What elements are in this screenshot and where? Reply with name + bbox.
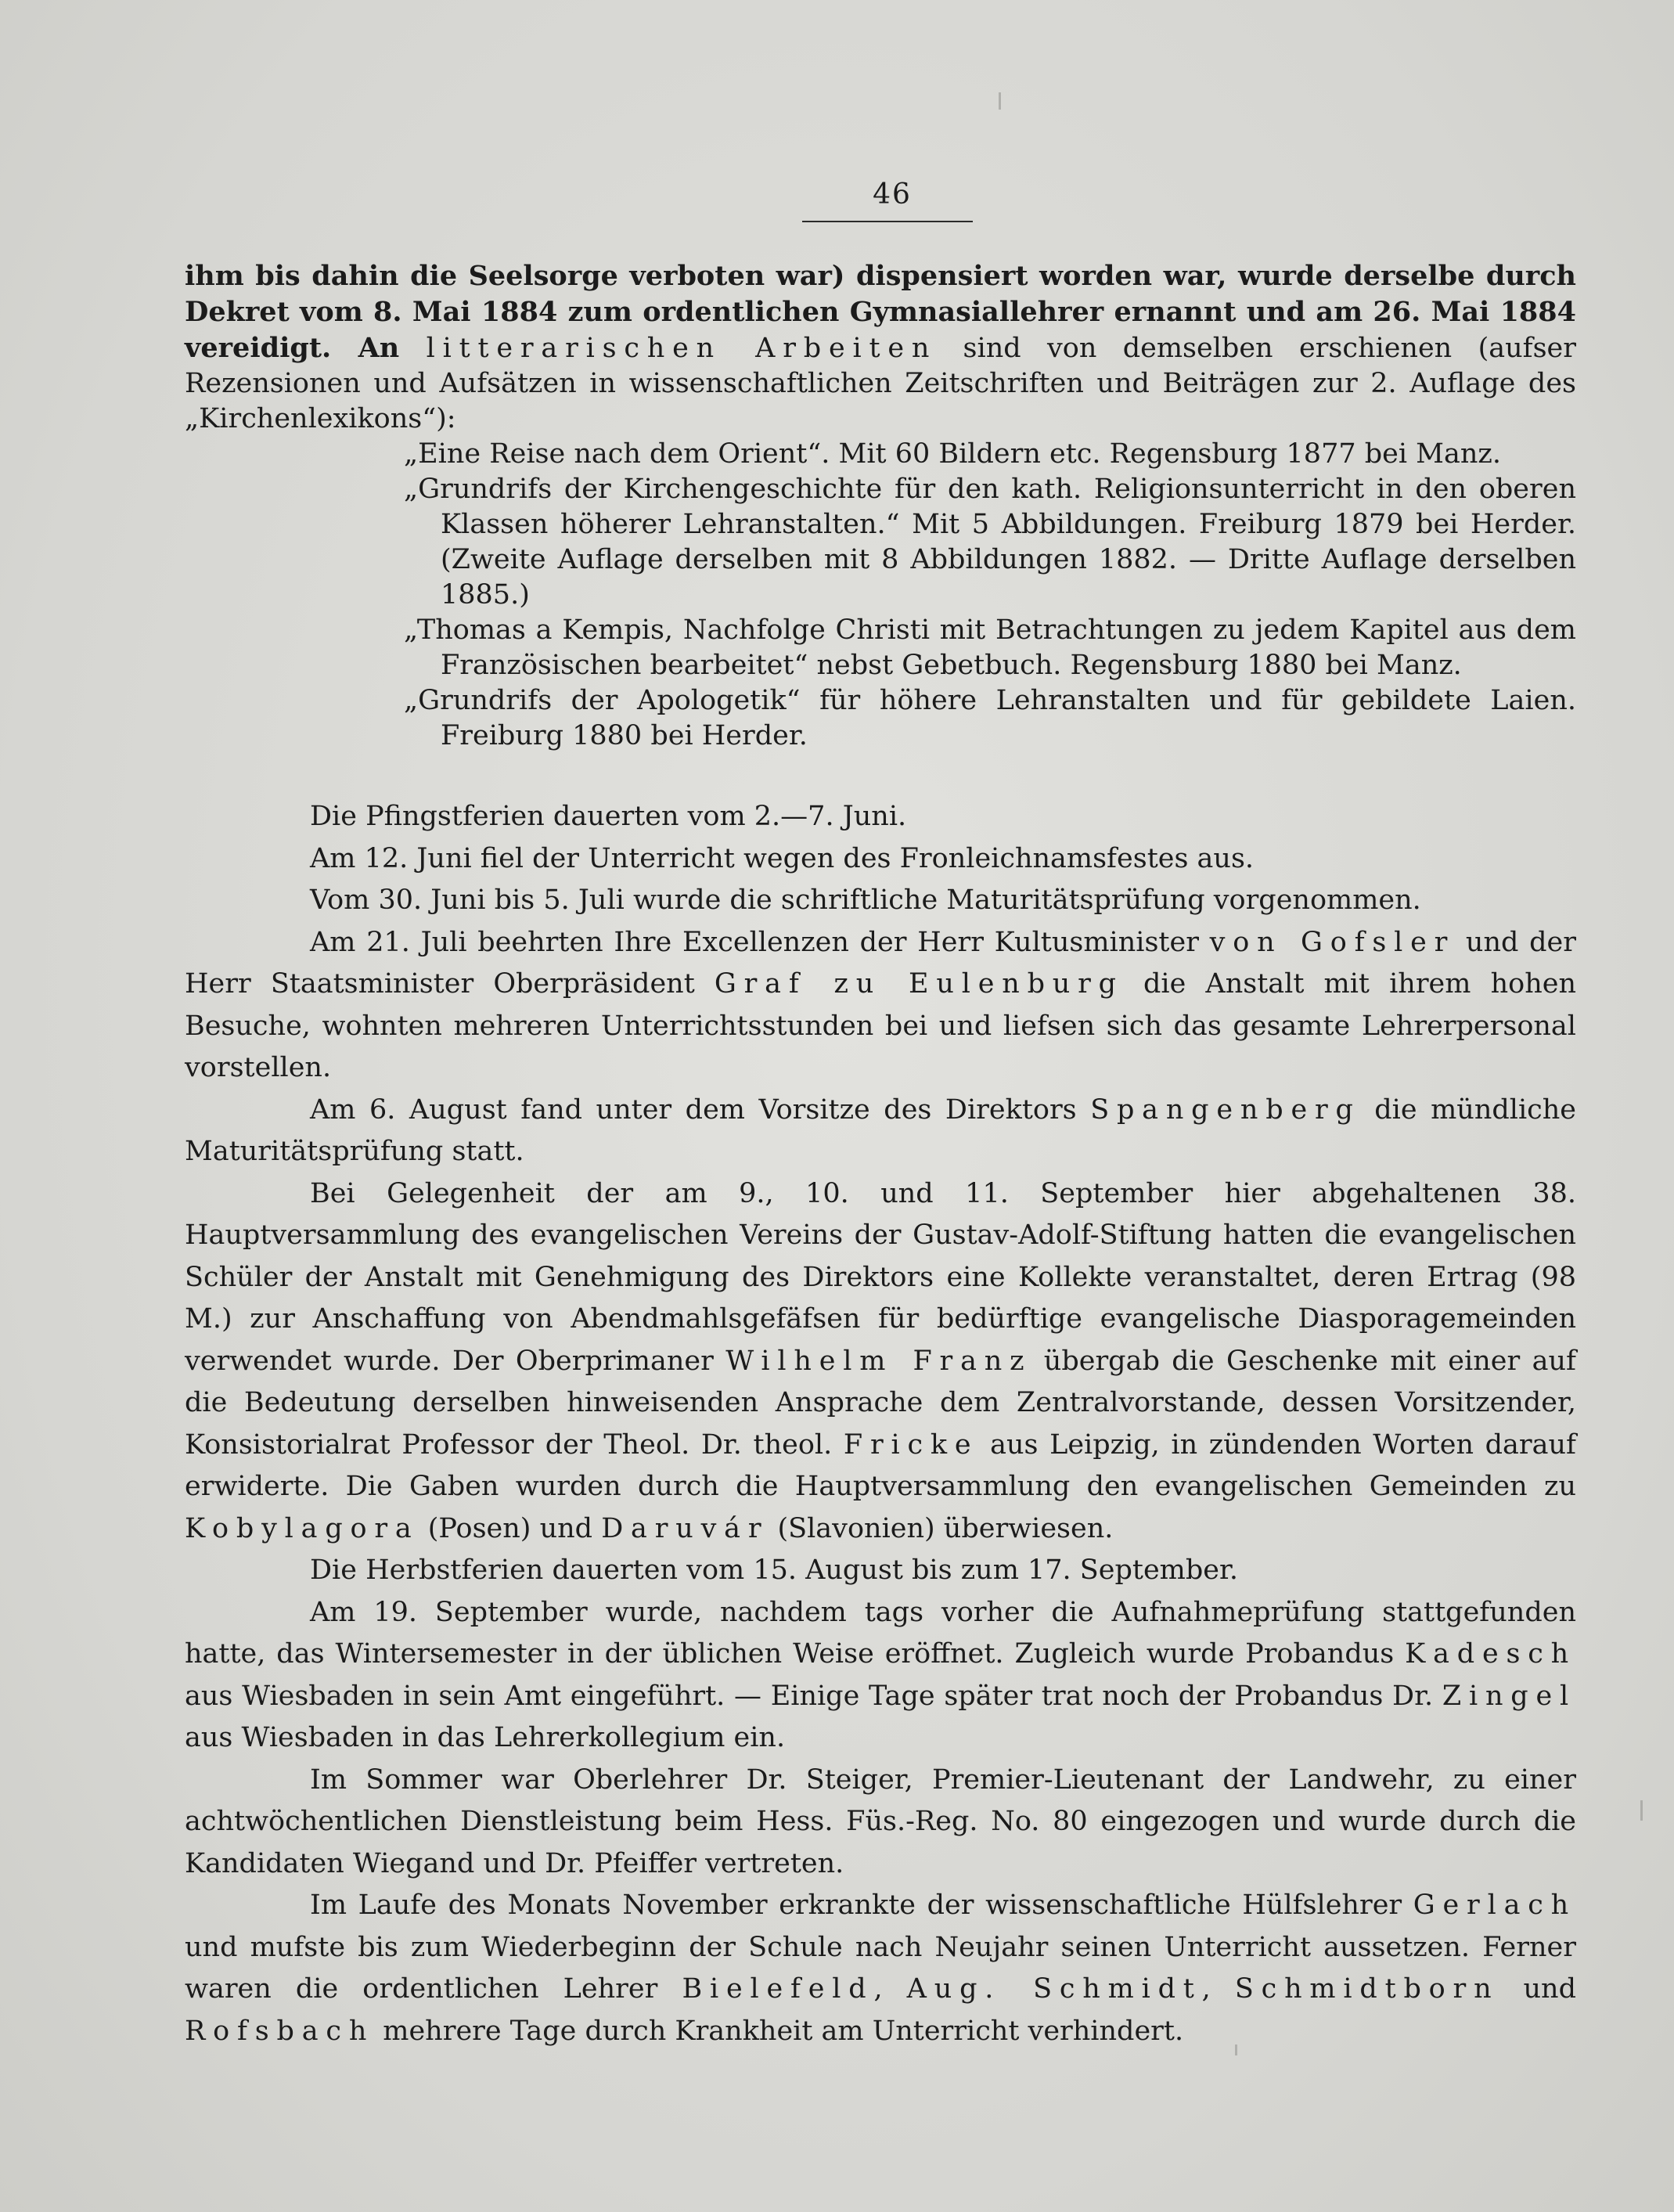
text-run: Am 6. August fand unter dem Vorsitze des Direktors — [310, 1093, 1091, 1126]
chronicle-paragraph — [185, 880, 1576, 922]
text-run: übergab die Geschenke mit einer auf die Bedeutung derselben hinweisenden Ansprache dem Zentralvorstande, dessen Vorsitzender, Konsistorialrat Professor der Theol. Dr. theol. — [185, 1345, 1576, 1461]
intro-paragraph — [185, 258, 1576, 437]
text-run: Die Herbstferien dauerten vom 15. August bis zum 17. September. — [310, 1555, 1238, 1586]
bold-text: ihm bis dahin die Seelsorge verboten war) dispensiert worden war, wurde derselbe durch Dekret vom 8. Mai 1884 zum ordentlichen Gymnasiallehrer ernannt und am 26. Mai 1884 vereidigt. An — [185, 260, 1576, 364]
chronicle-paragraph — [185, 922, 1576, 1090]
spaced-name: Gerlach — [1413, 1890, 1576, 1921]
chronicle-paragraph — [185, 1090, 1576, 1173]
text-run: aus Wiesbaden in sein Amt eingeführt. — Einige Tage später trat noch der Probandus Dr. — [185, 1680, 1442, 1712]
spaced-name: Kadesch — [1405, 1638, 1576, 1670]
text-run: die Anstalt mit ihrem hohen Besuche, wohnten mehreren Unterrichtsstunden bei und liefsen sich das gesamte Lehrerpersonal vorstellen. — [185, 968, 1576, 1083]
spaced-name: Fricke — [843, 1428, 979, 1461]
chronicle-paragraph — [185, 796, 1576, 838]
document-body — [185, 258, 1576, 2052]
spaced-name: Wilhelm Franz — [725, 1345, 1032, 1377]
text-run: (Posen) und — [419, 1512, 602, 1544]
text-run: mehrere Tage durch Krankheit am Unterricht verhindert. — [374, 2015, 1184, 2047]
text-run: , — [1201, 1973, 1235, 2005]
section-gap — [185, 754, 1576, 796]
text-run: (Slavonien) überwiesen. — [769, 1512, 1114, 1544]
chronicle-paragraph — [185, 838, 1576, 881]
publication-list — [185, 437, 1576, 754]
text-run: , — [873, 1973, 907, 2005]
chronicle-section — [185, 796, 1576, 2052]
chronicle-paragraph — [185, 1173, 1576, 1551]
page-number: 46 — [873, 178, 912, 211]
text-run: Im Laufe des Monats November erkrankte der wissenschaftliche Hülfslehrer — [310, 1890, 1413, 1921]
chronicle-paragraph — [185, 1885, 1576, 2052]
scan-mark — [1640, 1800, 1643, 1821]
spaced-name: Kobylagora — [185, 1512, 419, 1544]
spaced-name: Schmidtborn — [1234, 1973, 1499, 2005]
text-run: aus Leipzig, in zündenden Worten darauf erwiderte. Die Gaben wurden durch die Hauptversammlung den evangelischen Gemeinden zu — [185, 1428, 1576, 1502]
spaced-name: Rofsbach — [185, 2015, 375, 2047]
page-number-rule — [802, 221, 973, 222]
text-run: sind von demselben erschienen (aufser Rezensionen und Aufsätzen in wissenschaftlichen Zeitschriften und Beiträgen zur 2. Auflage des „Kirchenlexikons“): — [185, 333, 1576, 434]
spaced-name: Spangenberg — [1090, 1093, 1361, 1126]
publication-item: „Grundrifs der Kirchengeschichte für den kath. Religionsunterricht in den oberen Klassen höherer Lehranstalten.“ Mit 5 Abbildungen. Freiburg 1879 bei Herder. (Zweite Auflage derselben mit 8 Abbildungen 1882. — Dritte Auflage derselben 1885.) — [404, 474, 1576, 611]
chronicle-paragraph — [185, 1592, 1576, 1760]
chronicle-paragraph — [185, 1550, 1576, 1592]
spaced-name: Daruvár — [601, 1512, 769, 1544]
text-run: Am 19. September wurde, nachdem tags vorher die Aufnahmeprüfung stattgefunden hatte, das Wintersemester in der üblichen Weise eröffnet. Zugleich wurde Probandus — [185, 1596, 1576, 1670]
publication-item: „Eine Reise nach dem Orient“. Mit 60 Bildern etc. Regensburg 1877 bei Manz. — [404, 438, 1501, 470]
spaced-name: Bielefeld — [682, 1973, 874, 2005]
scan-mark — [1235, 2044, 1237, 2055]
spaced-name: von Gofsler — [1209, 926, 1456, 958]
spaced-name: litterarischen Arbeiten — [426, 333, 938, 364]
text-run: die mündliche Maturitätsprüfung statt. — [185, 1093, 1577, 1167]
text-run: Bei Gelegenheit der am 9., 10. und 11. September hier abgehaltenen 38. Hauptversammlung des evangelischen Vereins der Gustav-Adolf-Stiftung hatten die evangelischen Schüler der Anstalt mit Genehmigung des Direktors eine Kollekte veranstaltet, deren Ertrag (98 M.) zur Anschaffung von Abendmahlsgefäfsen für bedürftige evangelische Diasporagemeinden verwendet wurde. Der Oberprimaner — [185, 1177, 1576, 1377]
spaced-name: Zingel — [1442, 1680, 1576, 1712]
text-run: Vom 30. Juni bis 5. Juli wurde die schriftliche Maturitätsprüfung vorgenommen. — [310, 884, 1421, 916]
chronicle-paragraph — [185, 1760, 1576, 1886]
publication-item: „Thomas a Kempis, Nachfolge Christi mit Betrachtungen zu jedem Kapitel aus dem Französischen bearbeitet“ nebst Gebetbuch. Regensburg 1880 bei Manz. — [404, 614, 1576, 681]
publication-item: „Grundrifs der Apologetik“ für höhere Lehranstalten und für gebildete Laien. Freiburg 1880 bei Herder. — [404, 685, 1576, 751]
text-run: Am 12. Juni fiel der Unterricht wegen des Fronleichnamsfestes aus. — [310, 842, 1255, 874]
text-run: und — [1499, 1973, 1576, 2005]
text-run: und mufste bis zum Wiederbeginn der Schule nach Neujahr seinen Unterricht aussetzen. Ferner waren die ordentlichen Lehrer — [185, 1931, 1576, 2005]
text-run: Die Pfingstferien dauerten vom 2.—7. Juni. — [310, 801, 907, 832]
text-run: und der Herr Staatsminister Oberpräsident — [185, 926, 1576, 1000]
text-run: Am 21. Juli beehrten Ihre Excellenzen der Herr Kultusminister — [310, 926, 1210, 958]
spaced-name: Aug. Schmidt — [906, 1973, 1202, 2005]
text-run: aus Wiesbaden in das Lehrerkollegium ein. — [185, 1722, 786, 1753]
text-run: Im Sommer war Oberlehrer Dr. Steiger, Premier-Lieutenant der Landwehr, zu einer achtwöchentlichen Dienstleistung beim Hess. Füs.-Reg. No. 80 eingezogen und wurde durch die Kandidaten Wiegand und Dr. Pfeiffer vertreten. — [185, 1763, 1576, 1879]
scan-mark — [999, 92, 1001, 110]
spaced-name: Graf zu Eulenburg — [714, 968, 1124, 1000]
